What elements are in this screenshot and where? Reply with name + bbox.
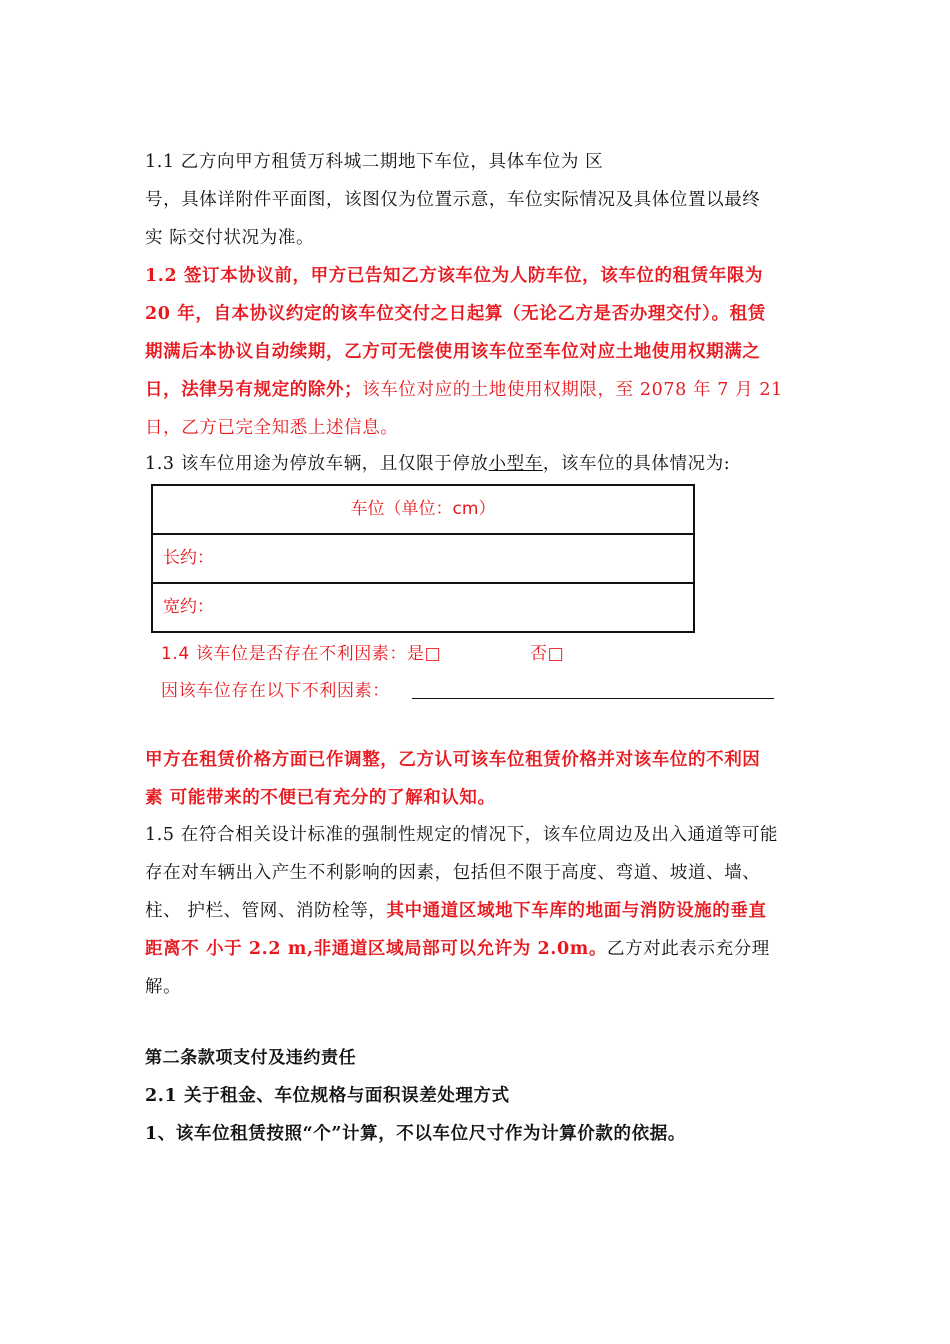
clause-1-1-line-3: 实 际交付状况为准。	[145, 228, 315, 248]
clause-1-5-line-1: 1.5 在符合相关设计标准的强制性规定的情况下，该车位周边及出入通道等可能	[145, 825, 779, 845]
clause-1-5-line-4-normal: 乙方对此表示充分理	[607, 939, 770, 959]
factors-blank-line	[412, 698, 774, 699]
clause-1-5-line-5: 解。	[145, 977, 182, 997]
clause-1-2-line-3: 期满后本协议自动续期，乙方可无偿使用该车位至车位对应土地使用权期满之	[145, 342, 761, 362]
clause-1-5-line-2: 存在对车辆出入产生不利影响的因素，包括但不限于高度、弯道、坡道、墙、	[145, 863, 761, 883]
clause-1-4-no-option: 否□	[530, 644, 565, 664]
clause-1-2-line-4	[145, 378, 783, 402]
clause-1-5-line-3	[145, 899, 767, 923]
clause-1-3-suffix: ，该车位的具体情况为:	[542, 454, 731, 474]
clause-1-2-line-1: 1.2 签订本协议前，甲方已告知乙方该车位为人防车位，该车位的租赁年限为	[145, 266, 764, 286]
clause-1-1-line-1: 1.1 乙方向甲方租赁万科城二期地下车位，具体车位为 区	[145, 152, 604, 172]
clause-1-3-vehicle-type: 小型车	[488, 454, 543, 474]
table-header: 车位（单位：cm）	[350, 499, 496, 519]
clause-1-2-line-4-bold: 日，法律另有规定的除外；	[145, 380, 363, 400]
table-row-width	[153, 584, 693, 631]
clause-1-2-line-5: 日，乙方已完全知悉上述信息。	[145, 418, 399, 438]
price-note-line-2: 素 可能带来的不便已有充分的了解和认知。	[145, 788, 496, 808]
clause-1-5-line-4	[145, 937, 770, 961]
table-row-length	[153, 535, 693, 584]
clause-2-1-item-1: 1、该车位租赁按照“个”计算，不以车位尺寸作为计算价款的依据。	[145, 1124, 686, 1144]
clause-2-1-title: 2.1 关于租金、车位规格与面积误差处理方式	[145, 1086, 510, 1106]
clause-1-3-prefix: 1.3 该车位用途为停放车辆，且仅限于停放	[145, 454, 489, 474]
length-label: 长约：	[163, 548, 214, 568]
parking-space-table	[151, 484, 695, 633]
clause-1-5-line-3-normal: 柱、 护栏、管网、消防栓等，	[145, 901, 387, 921]
clause-1-4-factors-label: 因该车位存在以下不利因素：	[161, 681, 390, 701]
clause-1-4-question: 1.4 该车位是否存在不利因素：是□	[161, 644, 442, 664]
clause-1-3	[145, 452, 730, 476]
clause-1-1-line-2: 号，具体详附件平面图，该图仅为位置示意，车位实际情况及具体位置以最终	[145, 190, 761, 210]
article-2-title: 第二条款项支付及违约责任	[145, 1048, 357, 1068]
clause-1-2-line-2: 20 年，自本协议约定的该车位交付之日起算（无论乙方是否办理交付）。租赁	[145, 304, 766, 324]
price-note-line-1: 甲方在租赁价格方面已作调整，乙方认可该车位租赁价格并对该车位的不利因	[145, 750, 761, 770]
width-label: 宽约：	[163, 597, 214, 617]
table-header-row	[153, 486, 693, 535]
clause-1-5-line-4-bold: 距离不 小于 2.2 m,非通道区域局部可以允许为 2.0m。	[145, 939, 607, 959]
clause-1-2-line-4-normal: 该车位对应的土地使用权期限，至 2078 年 7 月 21	[362, 380, 783, 400]
clause-1-5-line-3-bold: 其中通道区域地下车库的地面与消防设施的垂直	[386, 901, 767, 921]
